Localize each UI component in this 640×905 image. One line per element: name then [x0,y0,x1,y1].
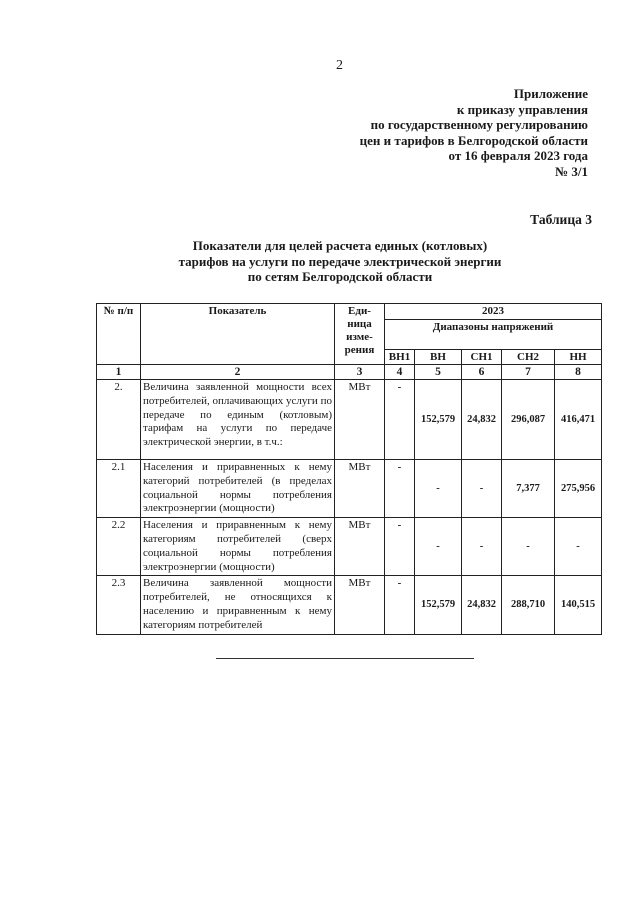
row-value: 416,471 [555,380,602,460]
row-indicator: Величина заявленной мощности потребителей, не относящихся к населению и приравненным к нему категориям потребителей [141,576,335,634]
row-indicator: Величина заявленной мощности всех потребителей, оплачивающих услуги по передаче по единым (котловым) тарифам на услуги по передаче электрической энергии, в т.ч.: [141,380,335,460]
row-value: - [385,460,415,518]
row-value: - [502,518,555,576]
column-number: 8 [555,365,602,380]
row-value: 24,832 [462,380,502,460]
approval-line: к приказу управления [456,101,588,117]
row-value: - [415,460,462,518]
column-number: 5 [415,365,462,380]
title-line: тарифов на услуги по передаче электрической энергии [178,253,502,269]
row-num: 2.1 [97,460,141,518]
header-level: СН2 [502,350,555,365]
row-num: 2. [97,380,141,460]
row-value: - [555,518,602,576]
title-line: Показатели для целей расчета единых (котловых) [192,238,488,253]
approval-line: по государственному регулированию [370,117,588,133]
header-year: 2023 [385,304,602,320]
table-label: Таблица 3 [530,212,592,227]
header-voltage-ranges: Диапазоны напряжений [385,320,602,350]
header-level: ВН [415,350,462,365]
row-value: - [385,518,415,576]
column-number: 4 [385,365,415,380]
row-value: 140,515 [555,576,602,634]
indicators-table [96,303,602,635]
row-value: 152,579 [415,380,462,460]
approval-line: № 3/1 [555,163,588,179]
row-value: 24,832 [462,576,502,634]
row-value: - [415,518,462,576]
row-indicator: Населения и приравненным к нему категориям потребителей (сверх социальной нормы потребления электроэнергии (мощности) [141,518,335,576]
approval-block [288,86,588,180]
approval-line: от 16 февраля 2023 года [448,148,588,164]
row-num: 2.3 [97,576,141,634]
column-number: 1 [97,365,141,380]
column-number: 2 [141,365,335,380]
row-value: - [385,576,415,634]
approval-title: Приложение [513,86,588,101]
header-level: СН1 [462,350,502,365]
row-value: 296,087 [502,380,555,460]
title-line: по сетям Белгородской области [247,269,433,284]
column-number: 7 [502,365,555,380]
closing-divider [216,658,474,659]
approval-line: цен и тарифов в Белгородской области [359,132,588,148]
header-indicator: Показатель [141,304,335,365]
table-row [97,576,602,634]
row-value: 7,377 [502,460,555,518]
column-number: 3 [335,365,385,380]
row-unit: МВт [335,460,385,518]
row-unit: МВт [335,518,385,576]
row-value: - [462,460,502,518]
row-value: - [385,380,415,460]
page-number: 2 [336,58,343,73]
column-number: 6 [462,365,502,380]
header-level: НН [555,350,602,365]
table-row [97,380,602,460]
table-row [97,518,602,576]
row-value: 152,579 [415,576,462,634]
header-unit: Еди-ница изме-рения [335,304,385,365]
row-unit: МВт [335,576,385,634]
row-value: - [462,518,502,576]
table-row [97,460,602,518]
header-num: № п/п [97,304,141,365]
row-value: 288,710 [502,576,555,634]
row-indicator: Населения и приравненных к нему категорий потребителей (в пределах социальной нормы потребления электроэнергии (мощности) [141,460,335,518]
row-num: 2.2 [97,518,141,576]
row-unit: МВт [335,380,385,460]
document-title [140,238,540,285]
header-level: ВН1 [385,350,415,365]
row-value: 275,956 [555,460,602,518]
